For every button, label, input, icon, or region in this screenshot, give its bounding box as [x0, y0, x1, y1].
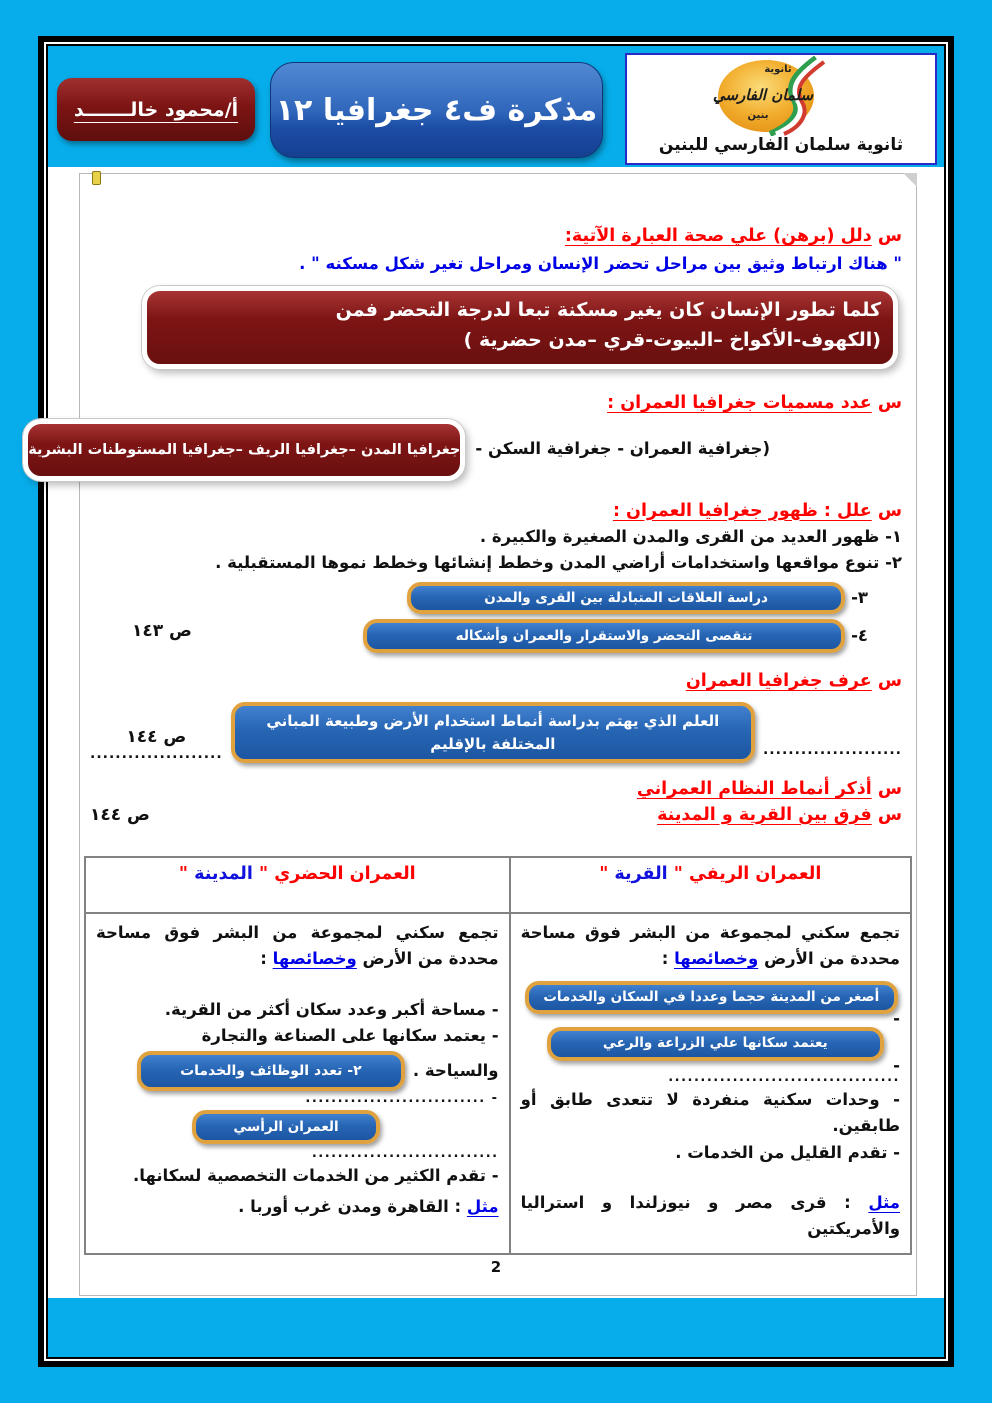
- dotted-line: .....................: [90, 746, 223, 763]
- village-characteristics-link: وخصائصها: [674, 949, 759, 969]
- question-1-heading-text: دلل (برهن) علي صحة العبارة الآتية:: [564, 226, 872, 246]
- question-1: [90, 224, 902, 369]
- question-marker: س: [871, 779, 902, 800]
- city-item-2: - يعتمد سكانها على الصناعة والتجارة: [201, 1026, 499, 1046]
- city-header-text: العمران الحضري ": [252, 863, 416, 884]
- question-2-heading-text: عدد مسميات جغرافيا العمران :: [607, 393, 872, 414]
- city-characteristics-link: وخصائصها: [272, 949, 357, 969]
- village-column-header: [510, 857, 911, 913]
- question-3-heading-text: علل : ظهور جغرافيا العمران :: [612, 500, 872, 521]
- city-column-header: [85, 857, 510, 913]
- list-dash: -: [893, 1055, 900, 1075]
- example-label: مثل: [868, 1193, 900, 1213]
- school-name: ثانوية سلمان الفارسي للبنين: [658, 135, 904, 155]
- answer-1-line-1: كلما تطور الإنسان كان يغير مسكنة تبعا لدرجة التحضر فمن: [335, 299, 881, 322]
- question-2: [28, 391, 902, 480]
- school-logo-icon: [666, 56, 896, 136]
- document-title: مذكرة ف٤ جغرافيا ١٢: [275, 92, 598, 128]
- city-feature-box-jobs: ٢- تعدد الوظائف والخدمات: [137, 1051, 405, 1091]
- village-cell: [510, 913, 911, 1254]
- teacher-name: أ/محمود خالـــــــد: [73, 98, 239, 121]
- question-1-quote: " هناك ارتباط وثيق بين مراحل تحضر الإنسان ومراحل تغير شكل مسكنه " .: [299, 254, 902, 274]
- page-reference-144: ص ١٤٤: [126, 727, 187, 748]
- q3-item-4-answer-box: تتقصى التحضر والاستقرار والعمران وأشكاله: [363, 619, 845, 653]
- title-banner: [270, 62, 603, 158]
- city-feature-box-vertical: العمران الرأسي: [192, 1110, 380, 1144]
- dotted-line: ....................................: [668, 1070, 900, 1085]
- city-intro: [96, 920, 499, 973]
- question-4-heading-text: عرف جغرافيا العمران: [685, 670, 872, 691]
- answer-1-line-2: (الكهوف-الأكواخ –البيوت-قري –مدن حضرية ): [463, 328, 881, 351]
- page-number: 2: [490, 1257, 502, 1276]
- village-header-text: العمران الريفي ": [667, 863, 822, 884]
- content-textbox: [28, 173, 917, 1296]
- page-curl-icon: [903, 173, 917, 187]
- city-item-1: - مساحة أكبر وعدد سكان أكثر من القرية.: [164, 999, 499, 1019]
- city-header-keyword: المدينة: [194, 863, 253, 884]
- dotted-line: .............................: [311, 1146, 499, 1162]
- city-cell: [85, 913, 510, 1254]
- school-logo-box: [625, 53, 937, 165]
- city-intro-colon: :: [260, 949, 273, 969]
- city-item-2-tail: والسياحة .: [412, 1061, 499, 1081]
- q3-item-3-answer-box: دراسة العلاقات المتبادلة بين القرى والمدن: [407, 582, 845, 614]
- page-reference-144: ص ١٤٤: [90, 805, 150, 826]
- question-5: [90, 777, 902, 802]
- q3-item-3-number: ٣-: [851, 588, 868, 608]
- question-6-heading: [657, 803, 902, 828]
- village-feature-box-2: يعتمد سكانها علي الزراعة والرعي: [547, 1027, 884, 1061]
- dotted-line: ......................: [762, 742, 902, 759]
- question-5-heading: [90, 777, 902, 802]
- city-header-quote: ": [178, 863, 195, 884]
- question-4-heading: [90, 669, 902, 694]
- city-example: [96, 1194, 499, 1220]
- table-body-row: [85, 913, 911, 1254]
- anchor-icon: [92, 171, 101, 185]
- document-page: [28, 167, 944, 1298]
- question-5-heading-text: أذكر أنماط النظام العمراني: [636, 779, 872, 800]
- answer-box-1: [142, 286, 898, 369]
- question-4: [90, 669, 902, 763]
- question-6-heading-text: فرق بين القرية و المدينة: [657, 804, 872, 825]
- q3-item-1: ١- ظهور العديد من القرى والمدن الصغيرة والكبيرة .: [479, 527, 902, 546]
- answer-box-2: جغرافيا المدن –جغرافيا الريف –جغرافيا المستوطنات البشرية: [23, 419, 465, 481]
- village-item-2: - تقدم القليل من الخدمات .: [675, 1142, 900, 1162]
- dotted-line: - ............................: [305, 1091, 499, 1107]
- question-marker: س: [871, 226, 902, 246]
- question-2-heading: [90, 391, 902, 416]
- question-marker: س: [871, 500, 902, 521]
- answer-2-plain: (جغرافية العمران - جغرافية السكن -: [475, 439, 770, 459]
- q3-item-4-number: ٤-: [851, 626, 868, 646]
- question-3: [90, 499, 902, 653]
- svg-text:ثانوية: ثانوية: [764, 64, 792, 75]
- question-3-heading: [90, 499, 902, 524]
- list-dash: -: [893, 1009, 900, 1029]
- question-6: [90, 803, 902, 828]
- village-intro-text: تجمع سكني لمجموعة من البشر فوق مساحة محددة من الأرض: [520, 922, 900, 969]
- question-marker: س: [871, 393, 902, 414]
- village-example: [521, 1190, 900, 1243]
- question-marker: س: [871, 670, 902, 691]
- teacher-name-badge: [57, 78, 255, 141]
- city-item-3: - تقدم الكثير من الخدمات التخصصية لسكانها.: [132, 1166, 499, 1186]
- svg-text:سلمان الفارسي: سلمان الفارسي: [712, 86, 814, 104]
- example-label: مثل: [466, 1196, 499, 1216]
- question-1-heading: [90, 224, 902, 249]
- village-example-text: : قرى مصر و نيوزلندا و استراليا والأمريكتين: [520, 1193, 900, 1239]
- city-intro-text: تجمع سكني لمجموعة من البشر فوق مساحة محددة من الأرض: [96, 922, 499, 969]
- village-header-keyword: القرية: [614, 863, 668, 884]
- table-header-row: [85, 857, 911, 913]
- village-feature-box-1: أصغر من المدينة حجما وعددا في السكان والخدمات: [525, 981, 898, 1015]
- city-example-text: : القاهرة ومدن غرب أوربا .: [238, 1196, 467, 1216]
- question-marker: س: [871, 804, 902, 825]
- q3-item-2: ٢- تنوع مواقعها واستخدامات أراضي المدن وخطط إنشائها وخطط نموها المستقبلية .: [215, 553, 902, 573]
- village-item-1: - وحدات سكنية منفردة لا تتعدى طابق أو طابقين.: [520, 1089, 900, 1136]
- village-intro-colon: :: [661, 949, 675, 969]
- q4-definition-box: العلم الذي يهتم بدراسة أنماط استخدام الأرض وطبيعة المباني المختلفة بالإقليم: [231, 702, 755, 763]
- svg-text:بنين: بنين: [747, 110, 769, 121]
- comparison-table: [84, 856, 912, 1255]
- village-intro: [521, 920, 900, 973]
- village-header-quote: ": [599, 863, 615, 884]
- page-reference-143: ص ١٤٣: [132, 620, 192, 641]
